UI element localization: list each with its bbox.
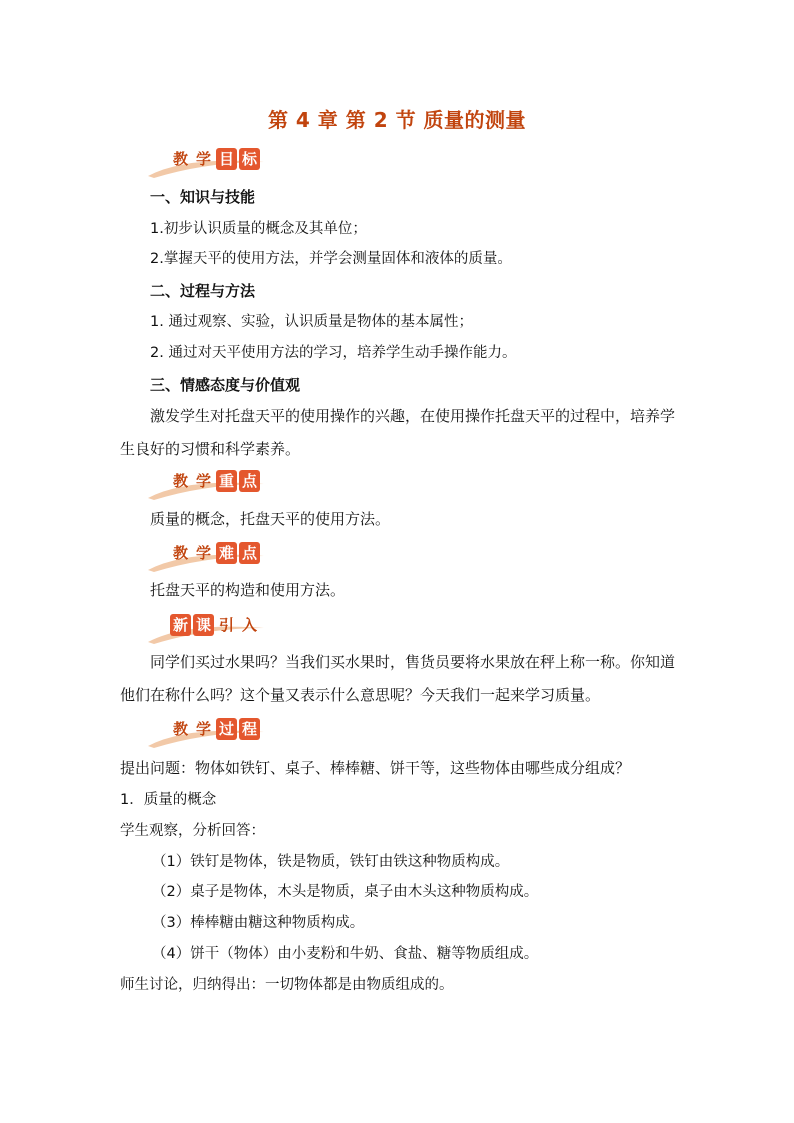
badge-char: 课 (193, 614, 214, 636)
badge-char: 难 (216, 542, 237, 564)
badge-char: 过 (216, 718, 237, 740)
badge-char: 学 (196, 544, 212, 562)
badge-char: 目 (216, 148, 237, 170)
badge-char: 教 (173, 150, 189, 168)
badge-char: 学 (196, 720, 212, 738)
badge-char: 重 (216, 470, 237, 492)
process-question: 提出问题：物体如铁钉、桌子、棒棒糖、饼干等，这些物体由哪些成分组成？ (120, 759, 631, 777)
heading-attitude: 三、情感态度与价值观 (150, 376, 301, 394)
section-badge-goals (146, 146, 266, 180)
goal-line: 1. 通过观察、实验，认识质量是物体的基本属性； (150, 314, 473, 330)
goal-line: 2. 通过对天平使用方法的学习，培养学生动手操作能力。 (150, 345, 517, 361)
badge-char: 教 (173, 472, 189, 490)
page-title: 第 4 章 第 2 节 质量的测量 (267, 108, 527, 132)
process-item-heading: 1．质量的概念 (120, 792, 217, 808)
badge-char: 程 (239, 718, 260, 740)
goal-line: 1.初步认识质量的概念及其单位； (150, 221, 367, 237)
badge-char: 点 (239, 470, 260, 492)
process-answer: （3）棒棒糖由糖这种物质构成。 (152, 915, 365, 931)
badge-char: 教 (173, 720, 189, 738)
badge-char: 点 (239, 542, 260, 564)
badge-char: 入 (242, 616, 258, 634)
process-answer: （2）桌子是物体，木头是物质，桌子由木头这种物质构成。 (152, 884, 539, 900)
process-answer: （1）铁钉是物体，铁是物质，铁钉由铁这种物质构成。 (152, 854, 510, 870)
badge-char: 学 (196, 472, 212, 490)
difficulty-text: 托盘天平的构造和使用方法。 (150, 581, 346, 599)
process-answer: （4）饼干（物体）由小麦粉和牛奶、食盐、糖等物质组成。 (152, 946, 539, 962)
process-observe: 学生观察，分析回答： (120, 823, 265, 839)
section-badge-process (146, 716, 266, 750)
section-badge-key (146, 468, 266, 502)
attitude-paragraph: 激发学生对托盘天平的使用操作的兴趣，在使用操作托盘天平的过程中，培养学生良好的习惯和科学素养。 (120, 407, 676, 458)
heading-knowledge: 一、知识与技能 (150, 188, 256, 206)
section-badge-difficulty (146, 540, 266, 574)
badge-char: 引 (219, 616, 235, 634)
badge-char: 标 (239, 148, 260, 170)
badge-char: 新 (170, 614, 191, 636)
key-text: 质量的概念，托盘天平的使用方法。 (150, 510, 391, 528)
goal-line: 2.掌握天平的使用方法，并学会测量固体和液体的质量。 (150, 251, 512, 267)
section-badge-intro (146, 612, 266, 646)
process-conclusion: 师生讨论，归纳得出：一切物体都是由物质组成的。 (120, 977, 454, 993)
heading-process: 二、过程与方法 (150, 282, 256, 300)
badge-char: 教 (173, 544, 189, 562)
intro-paragraph: 同学们买过水果吗？当我们买水果时，售货员要将水果放在秤上称一称。你知道他们在称什么吗？这个量又表示什么意思呢？今天我们一起来学习质量。 (120, 653, 676, 704)
badge-char: 学 (196, 150, 212, 168)
